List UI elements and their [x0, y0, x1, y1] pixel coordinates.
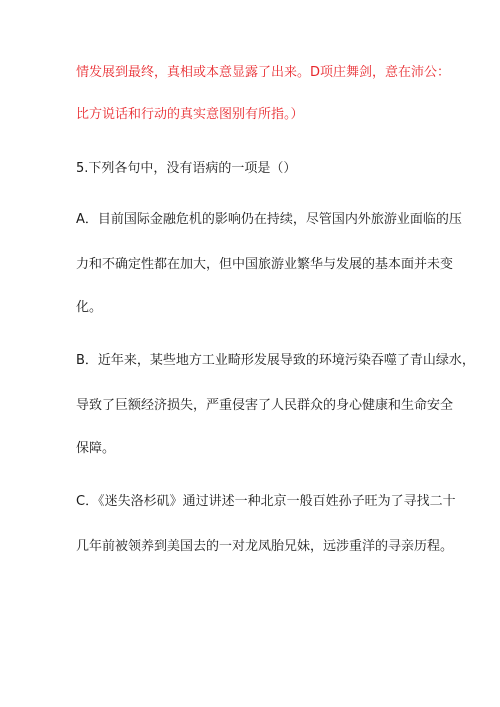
answer-explanation-line: 比方说话和行动的真实意图别有所指。） — [76, 107, 304, 122]
option-b-line: B．近年来，某些地方工业畸形发展导致的环境污染吞噬了青山绿水， — [76, 353, 475, 368]
option-b-line: 保障。 — [76, 441, 116, 456]
option-c-line: 几年前被领养到美国去的一对龙凤胎兄妹，远涉重洋的寻亲历程。 — [76, 539, 454, 554]
option-a-line: A．目前国际金融危机的影响仍在持续，尽管国内外旅游业面临的压 — [76, 212, 462, 227]
option-c-line: C．《迷失洛杉矶》通过讲述一种北京一般百姓孙子旺为了寻找二十 — [76, 494, 456, 509]
answer-explanation-line: 情发展到最终，真相或本意显露了出来。D项庄舞剑，意在沛公： — [76, 65, 451, 80]
question-stem: 5.下列各句中，没有语病的一项是（） — [76, 161, 297, 176]
option-a-line: 化。 — [76, 300, 103, 315]
option-a-line: 力和不确定性都在加大，但中国旅游业繁华与发展的基本面并未变 — [76, 257, 454, 272]
option-b-line: 导致了巨额经济损失，严重侵害了人民群众的身心健康和生命安全 — [76, 398, 454, 413]
